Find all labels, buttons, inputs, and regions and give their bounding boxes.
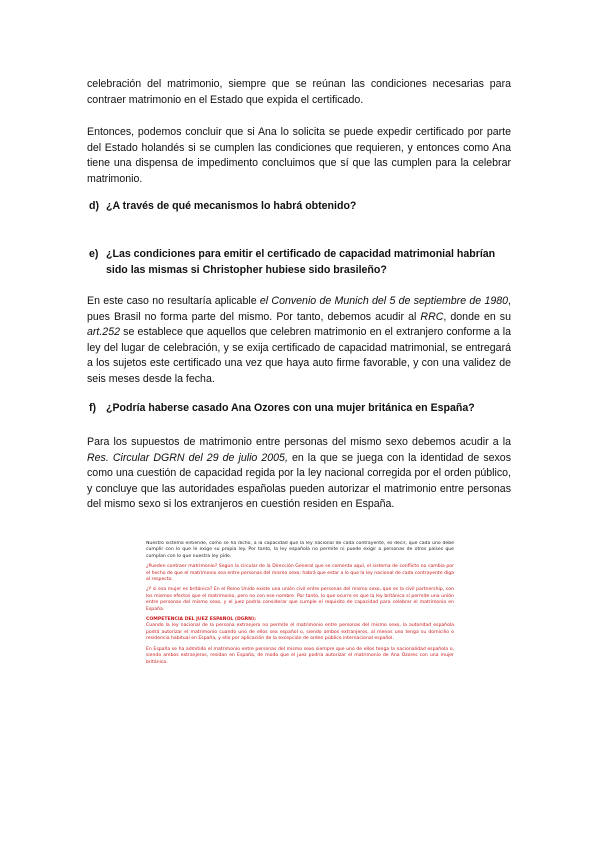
p3-rrc-ref: RRC	[420, 310, 444, 323]
paragraph-same-sex-marriage	[87, 435, 511, 513]
p3-text-c: , pues Brasil no forma parte del mismo. Por tanto, debemos acudir al	[87, 295, 511, 323]
question-e-text: ¿Las condiciones para emitir el certificado de capacidad matrimonial habrían sido las mismas si Christopher hubiese sido brasileño?	[106, 248, 496, 276]
note-heading: COMPETENCIA DEL JUEZ ESPAÑOL (DGRN):	[146, 617, 256, 623]
question-d-heading	[89, 199, 509, 215]
p4-dgrn-resolution-ref: Res. Circular DGRN del 29 de julio 2005,	[87, 451, 288, 464]
p3-text-a: En este caso no resultaría aplicable	[87, 295, 260, 307]
question-e-label: e)	[89, 248, 99, 260]
question-e-heading	[89, 247, 509, 278]
p3-text-e: , donde en su	[443, 310, 511, 323]
question-d-label: d)	[89, 200, 99, 212]
embedded-note-image	[146, 541, 454, 681]
paragraph-certificate-conditions: celebración del matrimonio, siempre que se reúnan las condiciones necesarias para contraer matrimonio en el Estado que expida el certificado.	[87, 78, 511, 106]
note-paragraph-5: En España se ha admitido el matrimonio entre personas del mismo sexo siempre que uno de ellos tenga la nacionalidad española o, siendo ambos extranjeros, residan en España, de modo que el juez podría autorizar el matrimonio de Ana Ozores con una mujer británica.	[146, 646, 454, 665]
p4-text-a: Para los supuestos de matrimonio entre personas del mismo sexo debemos acudir a la	[87, 436, 511, 448]
p3-article-ref: art.252	[87, 326, 120, 339]
question-f-label: f)	[89, 402, 97, 414]
paragraph-munich-convention	[87, 294, 511, 388]
p3-munich-convention-ref: el Convenio de Munich del 5 de septiembre de 1980	[259, 295, 509, 307]
p4-text-c: en la que se juega con la identidad de sexos como una cuestión de capacidad regida por la ley nacional corregida por el orden público, y concluye que las autoridades españolas pueden autorizar el matrimonio entre personas del mismo sexo si los extranjeros en cuestión residen en España.	[87, 451, 511, 511]
p3-text-g: se establece que aquellos que celebren matrimonio en el extranjero conforme a la ley del lugar de celebración, y se exija certificado de capacidad matrimonial, se entregará a los sujetos este certificado una vez que haya auto firme favorable, y con una validez de seis meses desde la fecha.	[87, 326, 511, 385]
question-f-heading	[89, 401, 509, 417]
note-paragraph-2: ¿Pueden contraer matrimonio? Según la circular de la Dirección General que se comenta aquí, el sistema de conflicto no cambia por el hecho de que el matrimonio sea entre personas del mismo sexo; habrá que estar a lo que la ley nacional de cada contrayente diga al respecto.	[146, 564, 454, 583]
note-paragraph-3: ¿Y si esa mujer es británica? En el Reino Unido existe una unión civil entre personas del mismo sexo, que es la civil partnership, con los mismos efectos que el matrimonio, pero no con ese nombre. Por tanto, lo que ocurre es que la ley británica sí permite una unión entre personas del mismo sexo, y el juez podría considerar que cumple el requisito de capacidad para celebrar el matrimonio en España.	[146, 587, 454, 612]
note-paragraph-1: Nuestro sistema entiende, como se ha dicho, a la capacidad que la ley nacional de cada contrayente, es decir, que cada uno debe cumplir con lo que le exige su propia ley. Por tanto, la ley española no permite ni puede exigir a personas de otros países que cumplan con lo que nuestra ley pide.	[146, 541, 454, 559]
note-paragraph-4: Cuando la ley nacional de la persona extranjera no permite el matrimonio entre personas del mismo sexo, la autoridad española podrá autorizar el matrimonio cuando uno de ellos sea español o, siendo ambos extranjeros, al menos uno tenga su domicilio o residencia habitual en España, y ello por aplicación de la excepción de orden público internacional español.	[146, 623, 454, 642]
question-d-text: ¿A través de qué mecanismos lo habrá obtenido?	[106, 200, 357, 212]
paragraph-conclusion-dutch-certificate: Entonces, podemos concluir que si Ana lo solicita se puede expedir certificado por parte del Estado holandés si se cumplen las condiciones que requieren, y entonces como Ana tiene una dispensa de impedimento concluimos que sí que las cumplen para la celebrar matrimonio.	[87, 126, 511, 185]
question-f-text: ¿Podría haberse casado Ana Ozores con una mujer británica en España?	[106, 402, 475, 414]
